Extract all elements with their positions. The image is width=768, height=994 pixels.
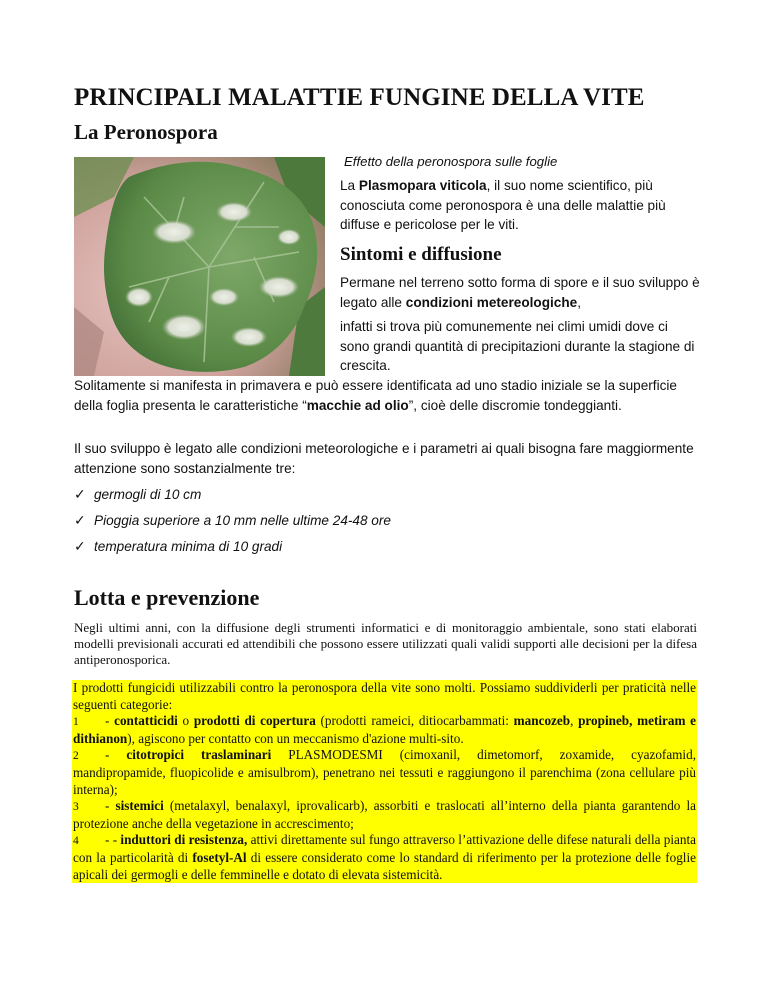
list-item: 4 - - induttori di resistenza, attivi direttamente sul fungo attraverso l’attivazione delle difese naturali della pianta con la particolarità di fosetyl-Al di essere considerato come lo standard di riferimento per la protezione delle foglie apicali dei germogli e delle femminelle e dotato di elevata sistemicità. (73, 832, 696, 882)
heading-lotta: Lotta e prevenzione (74, 585, 260, 610)
sintomi-paragraph-1: Permane nel terreno sotto forma di spore e il suo sviluppo è legato alle condizioni metereologiche, (340, 275, 700, 310)
highlighted-fungicide-block (72, 680, 697, 883)
list-item: 2 - citotropici traslaminari PLASMODESMI (cimoxanil, dimetomorf, zoxamide, cyazofamid, mandipropamide, fluopicolide e amisulbrom), penetrano nei tessuti e raggiungono il parenchima (zona cellulare più interna); (73, 747, 696, 797)
leaf-photo (74, 157, 325, 376)
document-title: PRINCIPALI MALATTIE FUNGINE DELLA VITE (74, 84, 645, 111)
heading-sintomi: Sintomi e diffusione (340, 244, 502, 265)
checklist (74, 481, 391, 559)
checkmark-icon: ✓ (74, 537, 86, 554)
lotta-paragraph: Negli ultimi anni, con la diffusione degli strumenti informatici e di monitoraggio ambientale, sono stati elaborati modelli previsionali accurati ed attendibili che possono essere utilizzati quali validi supporti alle decisioni per la difesa antiperonosporica. (74, 620, 697, 667)
heading-peronospora: La Peronospora (74, 120, 218, 144)
list-item: ✓ Pioggia superiore a 10 mm nelle ultime 24-48 ore (74, 511, 391, 528)
list-item: 1 - contatticidi o prodotti di copertura (prodotti rameici, ditiocarbammati: mancozeb, propineb, metiram e dithianon), agiscono per contatto con un meccanismo d'azione multi-sito. (73, 713, 697, 746)
checkmark-icon: ✓ (74, 485, 86, 502)
highlight-intro: I prodotti fungicidi utilizzabili contro la peronospora della vite sono molti. Possiamo suddividerli per praticità nelle seguenti categorie: (73, 680, 696, 712)
intro-paragraph: La Plasmopara viticola, il suo nome scientifico, più conosciuta come peronospora è una delle malattie più diffuse e pericolose per le viti. (340, 178, 666, 232)
list-item: 3 - sistemici (metalaxyl, benalaxyl, iprovalicarb), assorbiti e traslocati all’interno della pianta garantendo la protezione anche della vegetazione in accrescimento; (73, 798, 696, 831)
sintomi-paragraph-4: Il suo sviluppo è legato alle condizioni meteorologiche e i parametri ai quali bisogna fare maggiormente attenzione sono sostanzialmente tre: (74, 441, 694, 476)
photo-caption: Effetto della peronospora sulle foglie (344, 154, 558, 169)
sintomi-paragraph-2: infatti si trova più comunemente nei climi umidi dove ci sono grandi quantità di precipitazioni durante la stagione di crescita. (340, 319, 695, 373)
list-item: ✓ germogli di 10 cm (74, 485, 202, 502)
checkmark-icon: ✓ (74, 511, 86, 528)
sintomi-paragraph-3: Solitamente si manifesta in primavera e può essere identificata ad uno stadio iniziale se la superficie della foglia presenta le caratteristiche “macchie ad olio”, cioè delle discromie tondeggianti. (74, 378, 677, 413)
list-item: ✓ temperatura minima di 10 gradi (74, 537, 283, 554)
leaf-illustration-icon (74, 157, 325, 376)
